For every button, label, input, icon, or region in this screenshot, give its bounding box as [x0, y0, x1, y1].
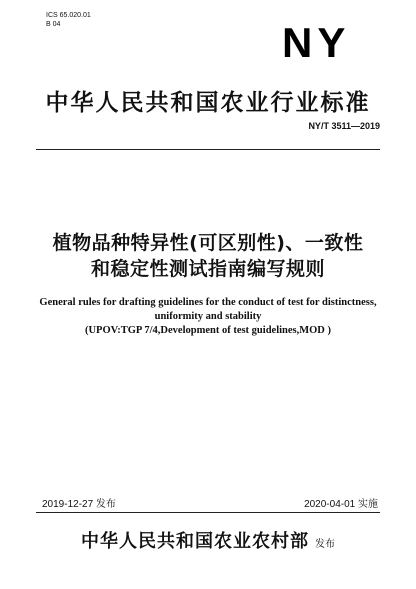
publisher-line	[0, 527, 416, 553]
standard-number: NY/T 3511—2019	[308, 121, 380, 131]
top-divider	[36, 149, 380, 150]
publish-label: 发布	[315, 539, 335, 550]
chinese-title-line-1: 植物品种特异性(可区别性)、一致性	[52, 232, 364, 254]
issue-date: 2019-12-27 发布	[42, 499, 116, 510]
chinese-title-line-2: 和稳定性测试指南编写规则	[90, 258, 325, 280]
ics-code: ICS 65.020.01	[46, 12, 91, 19]
classification-code: B 04	[46, 21, 61, 28]
standard-category-title: 中华人民共和国农业行业标准	[45, 90, 371, 116]
english-title-line-1: General rules for drafting guidelines for the conduct of test for distinctness,	[39, 297, 377, 308]
publisher-name: 中华人民共和国农业农村部	[81, 531, 309, 552]
ny-logo: NY	[282, 19, 351, 66]
implementation-date: 2020-04-01 实施	[304, 499, 378, 510]
bottom-divider	[36, 512, 380, 513]
english-title-line-3: (UPOV:TGP 7/4,Development of test guidelines,MOD )	[84, 325, 332, 336]
english-title-line-2: uniformity and stability	[154, 311, 262, 322]
